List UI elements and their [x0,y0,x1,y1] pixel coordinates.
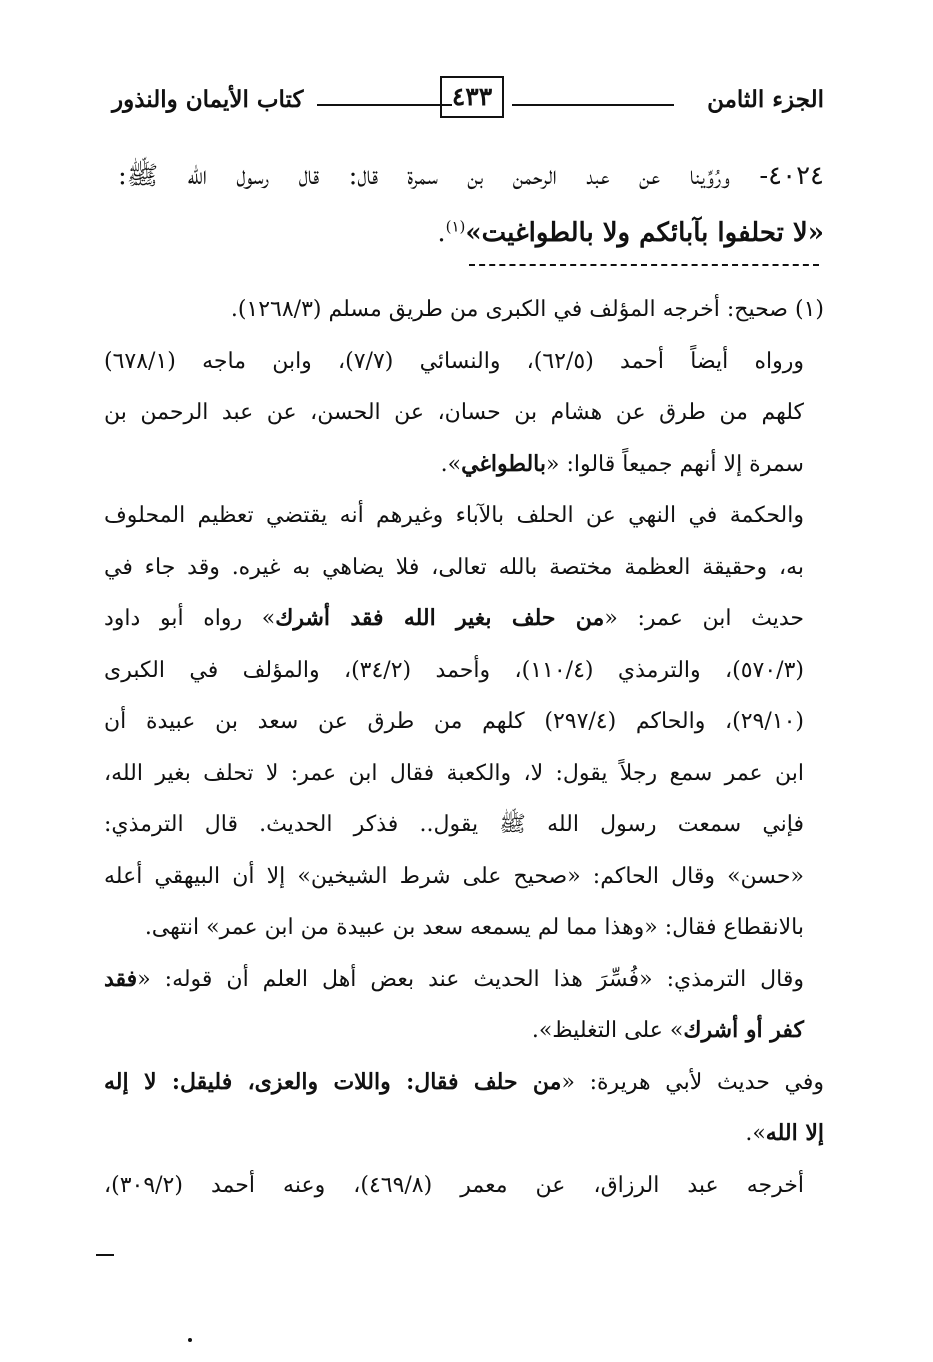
footnote-text: (١) صحيح: أخرجه المؤلف في الكبرى من طريق مسلم (١٢٦٨/٣). [230,297,824,322]
footnote-line [104,1160,824,1212]
hadith-line-2 [118,205,824,262]
footnote-text: سمرة إلا أنهم جميعاً قالوا: « [545,451,804,477]
header-book-title: كتاب الأيمان والنذور [112,86,304,113]
footnote-bold-text: فقد [104,965,138,992]
footnote-text: فإني سمعت رسول الله ﷺ يقول.. فذكر الحديث. قال الترمذي: [104,812,804,837]
footnote-bold-text: كفر أو أشرك [683,1017,804,1043]
footnote-text: به، وحقيقة العظمة مختصة بالله تعالى، فلا يضاهي به غيره. وقد جاء في [104,554,804,580]
page-dot [188,1338,192,1342]
hadith-end-mark: . [437,218,446,248]
footnote-line [104,1057,824,1109]
footnote-line [104,490,824,542]
footnote-text: » على التغليظ». [531,1018,684,1043]
hadith-quote: «لا تحلفوا بآبائكم ولا بالطواغيت» [465,218,824,248]
header-rule-right [512,104,674,106]
page-number-box: ٤٣٣ [440,76,504,118]
footnote-line [104,696,824,748]
footnote-line [104,1108,824,1160]
footnote-reference: (١) [445,217,466,236]
footnote-line [104,439,824,491]
page-header [112,72,824,124]
footnote-bold-text: من حلف فقال: واللات والعزى، فليقل: لا إله [104,1068,562,1095]
footnote-text: والحكمة في النهي عن الحلف بالآباء وغيرهم أنه يقتضي تعظيم المحلوف [104,503,804,528]
footnote-text: ». [745,1121,766,1146]
footnote-line [104,593,824,645]
footnote-text: (٢٩/١٠)، والحاكم (٢٩٧/٤) كلهم من طرق عن سعد بن عبيدة أن [104,709,804,734]
footnote-line [104,799,824,851]
footnote-text: ابن عمر سمع رجلاً يقول: لا، والكعبة فقال ابن عمر: لا تحلف بغير الله، [104,760,804,786]
footnote-line [104,1005,824,1057]
footnote-text: وقال الترمذي: «فُسِّرَ هذا الحديث عند بعض أهل العلم أن قوله: « [137,966,804,992]
footnote-text: ». [440,451,462,477]
footnote-line [104,851,824,903]
footnote-text: أخرجه عبد الرزاق، عن معمر (٤٦٩/٨)، وعنه أحمد (٣٠٩/٢)، [104,1172,804,1198]
footnote-line [104,542,824,594]
header-rule-left [317,104,452,106]
footnotes [104,284,824,1211]
footnote-separator [469,264,819,266]
footnote-line [104,748,824,800]
footnote-line [104,387,824,439]
footnote-bold-text: من حلف بغير الله فقد أشرك [275,605,605,631]
footnote-line [104,954,824,1006]
footnote-text: كلهم من طرق عن هشام بن حسان، عن الحسن، عن عبد الرحمن بن [104,400,804,425]
footnote-text: وفي حديث لأبي هريرة: « [561,1069,825,1095]
footnote-text: (٥٧٠/٣)، والترمذي (١١٠/٤)، وأحمد (٣٤/٢)، والمؤلف في الكبرى [104,657,804,683]
continuation-mark [96,1254,114,1256]
hadith-line-1: ٤٠٢٤- ورُوِّينا عن عبد الرحمن بن سمرة قال: قال رسول الله ﷺ: [118,161,824,191]
footnote-bold-text: إلا الله [765,1120,824,1146]
footnote-line [104,284,824,336]
footnote-text: ورواه أيضاً أحمد (٦٢/٥)، والنسائي (٧/٧)، وابن ماجه (٦٧٨/١) [104,348,804,374]
footnote-text: بالانقطاع فقال: «وهذا مما لم يسمعه سعد بن عبيدة من ابن عمر» انتهى. [144,915,804,940]
footnote-bold-text: بالطواغي [461,450,546,477]
footnote-text: » رواه أبو داود [104,606,276,631]
footnote-line [104,336,824,388]
header-part-title: الجزء الثامن [707,86,824,113]
footnote-line [104,645,824,697]
footnote-text: حديث ابن عمر: « [604,606,804,631]
footnote-text: «حسن» وقال الحاكم: «صحيح على شرط الشيخين» إلا أن البيهقي أعله [104,863,804,889]
hadith-text [118,148,824,262]
footnote-line [104,902,824,954]
